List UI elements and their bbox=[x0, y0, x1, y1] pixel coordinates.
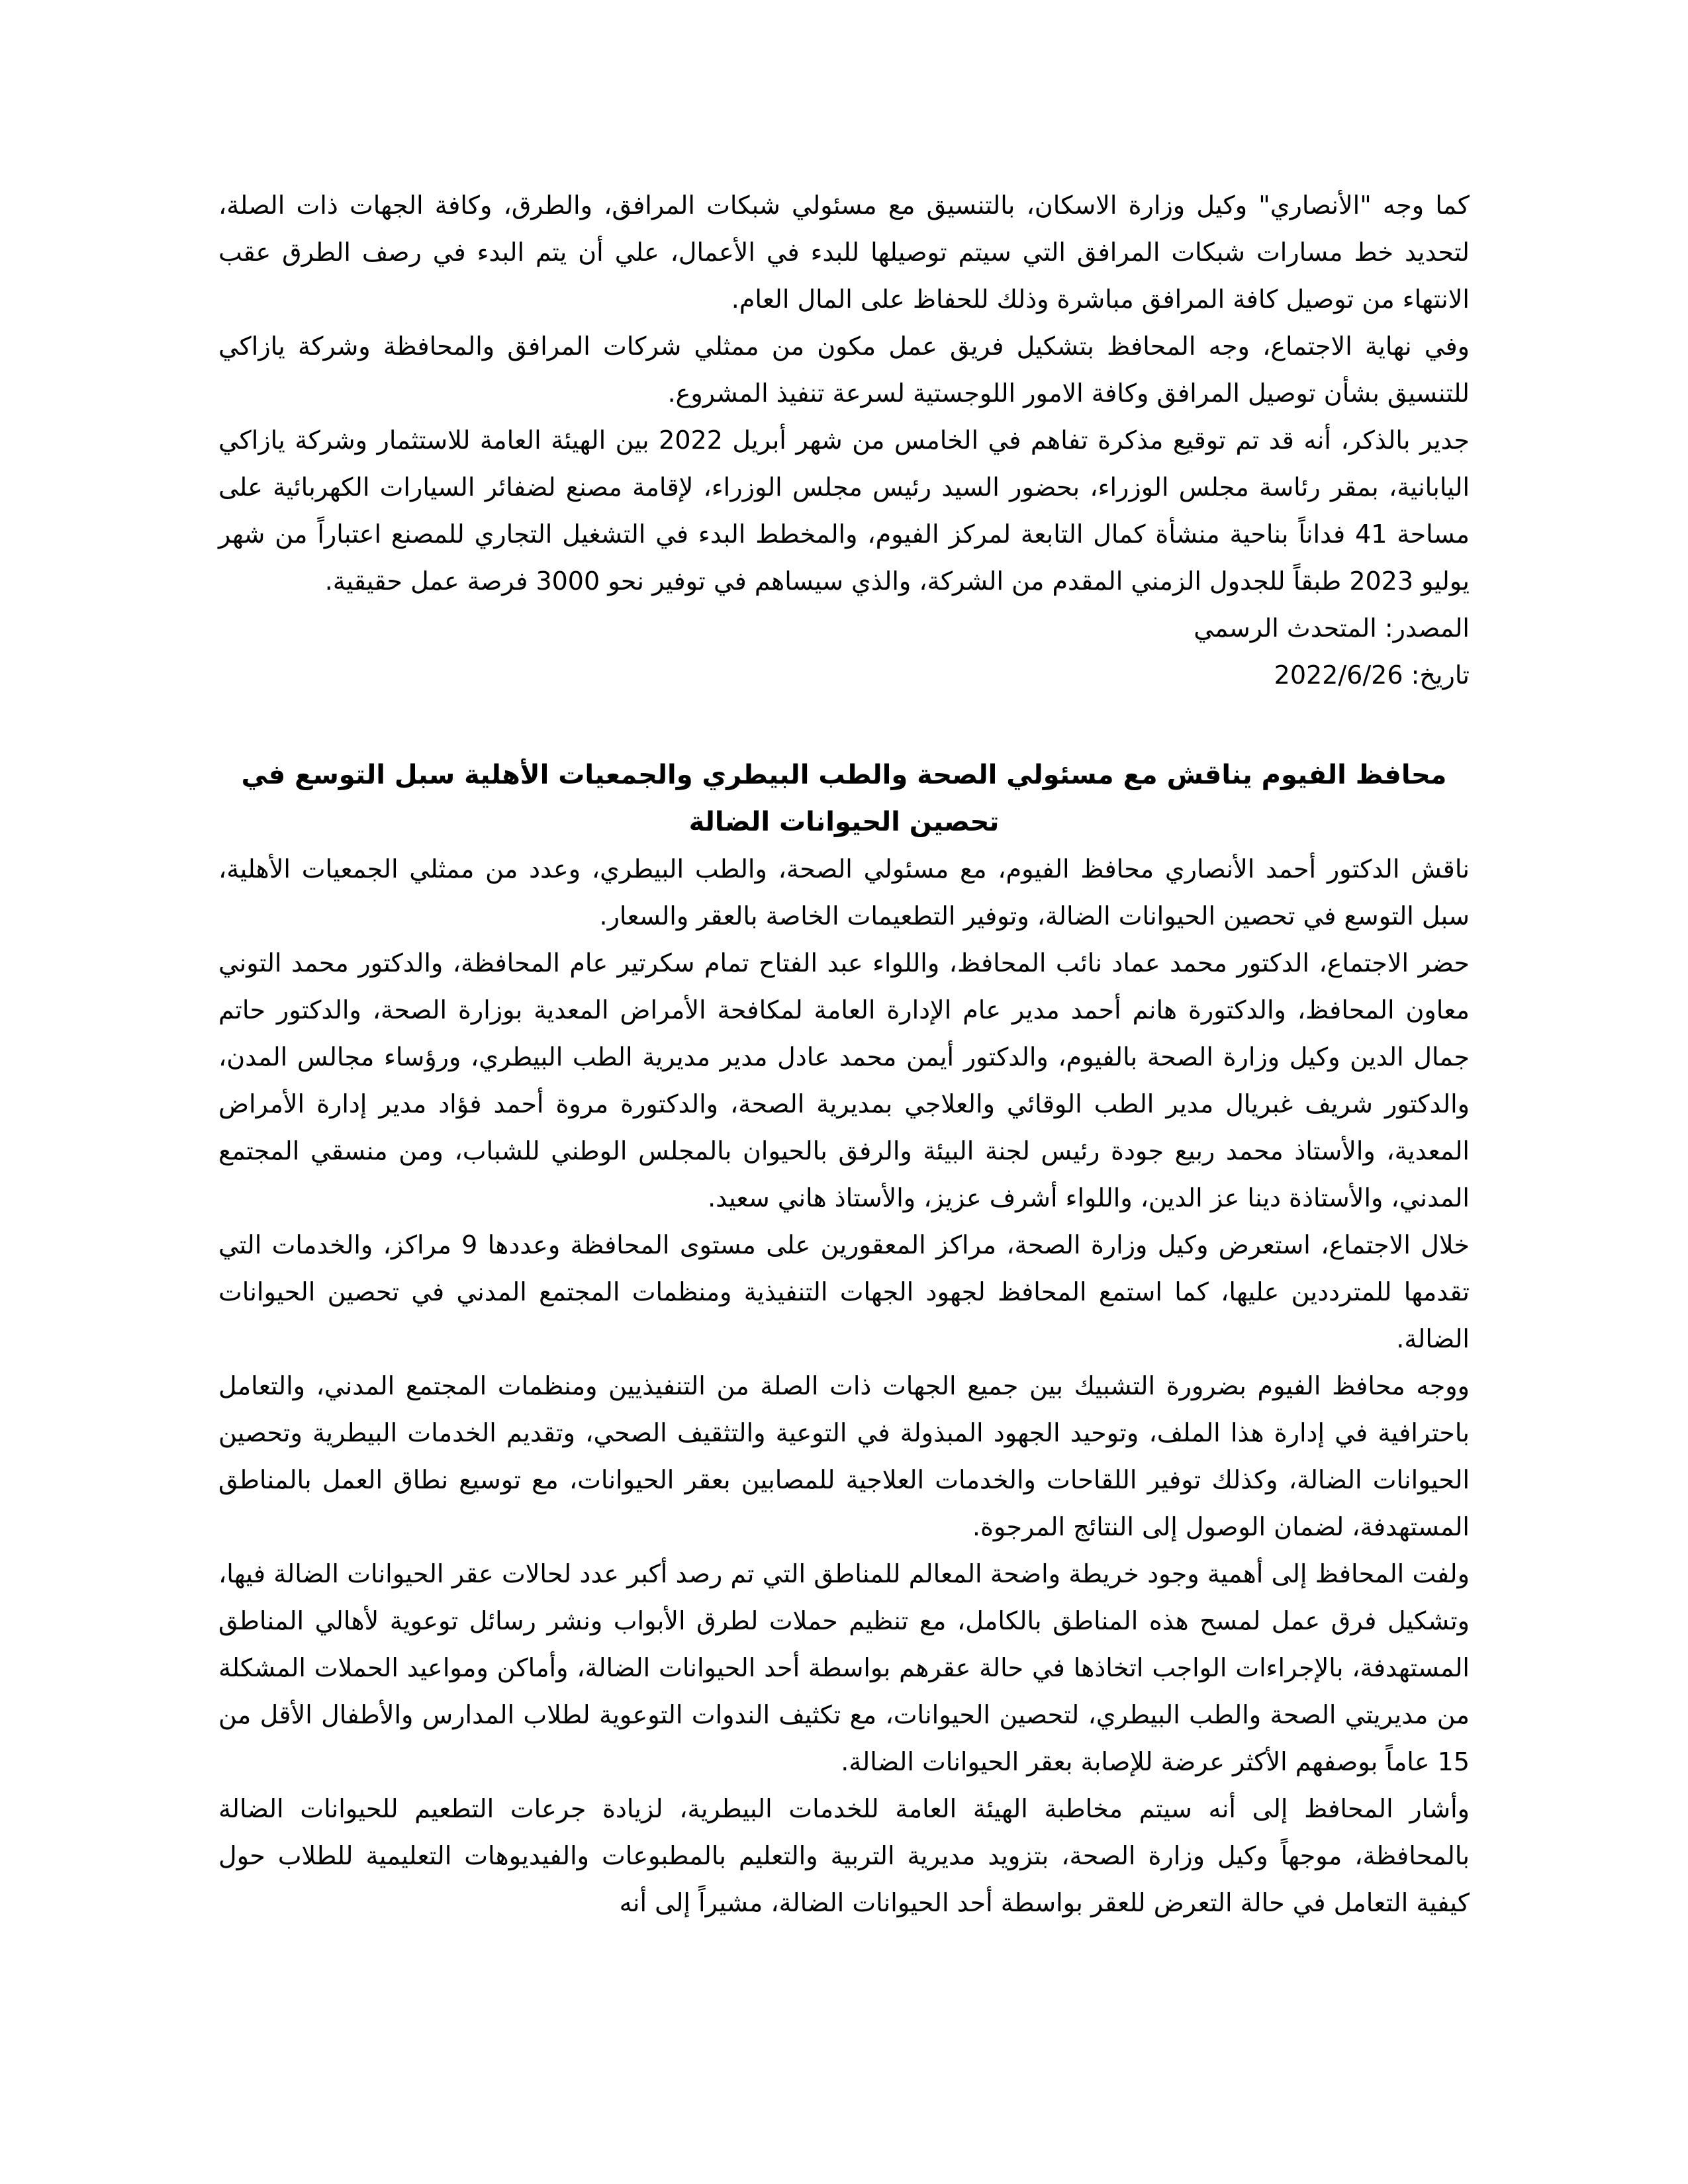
article2-paragraph-6: وأشار المحافظ إلى أنه سيتم مخاطبة الهيئة العامة للخدمات البيطرية، لزيادة جرعات التطعيم للحيوانات الضالة بالمحافظة، موجهاً وكيل وزارة الصحة، بتزويد مديرية التربية والتعليم بالمطبوعات والفيديوهات التعليمية للطلاب حول كيفية التعامل في حالة التعرض للعقر بواسطة أحد الحيوانات الضالة، مشيراً إلى أنه bbox=[218, 1794, 1470, 1917]
article2-paragraph-5: ولفت المحافظ إلى أهمية وجود خريطة واضحة المعالم للمناطق التي تم رصد أكبر عدد لحالات عقر الحيوانات الضالة فيها، وتشكيل فرق عمل لمسح هذه المناطق بالكامل، مع تنظيم حملات لطرق الأبواب ونشر رسائل توعوية لأهالي المناطق المستهدفة، بالإجراءات الواجب اتخاذها في حالة عقرهم بواسطة أحد الحيوانات الضالة، وأماكن ومواعيد الحملات المشكلة من مديريتي الصحة والطب البيطري، لتحصين الحيوانات، مع تكثيف الندوات التوعوية لطلاب المدارس والأطفال الأقل من 15 عاماً بوصفهم الأكثر عرضة للإصابة بعقر الحيوانات الضالة. bbox=[218, 1559, 1470, 1776]
article2-title: محافظ الفيوم يناقش مع مسئولي الصحة والطب البيطري والجمعيات الأهلية سبل التوسع في تحصين الحيوانات الضالة bbox=[241, 760, 1447, 837]
article2-paragraph-3: خلال الاجتماع، استعرض وكيل وزارة الصحة، مراكز المعقورين على مستوى المحافظة وعددها 9 مراكز، والخدمات التي تقدمها للمترددين عليها، كما استمع المحافظ لجهود الجهات التنفيذية ومنظمات المجتمع المدني في تحصين الحيوانات الضالة. bbox=[218, 1230, 1470, 1353]
article2-paragraph-2: حضر الاجتماع، الدكتور محمد عماد نائب المحافظ، واللواء عبد الفتاح تمام سكرتير عام المحافظة، والدكتور محمد التوني معاون المحافظ، والدكتورة هانم أحمد مدير عام الإدارة العامة لمكافحة الأمراض المعدية بوزارة الصحة، والدكتور حاتم جمال الدين وكيل وزارة الصحة بالفيوم، والدكتور أيمن محمد عادل مدير مديرية الطب البيطري، ورؤساء مجالس المدن، والدكتور شريف غبريال مدير الطب الوقائي والعلاجي بمديرية الصحة، والدكتورة مروة أحمد فؤاد مدير إدارة الأمراض المعدية، والأستاذ محمد ربيع جودة رئيس لجنة البيئة والرفق بالحيوان بالمجلس الوطني للشباب، ومن منسقي المجتمع المدني، والأستاذة دينا عز الدين، واللواء أشرف عزيز، والأستاذ هاني سعيد. bbox=[218, 948, 1470, 1212]
article1-paragraph-2: وفي نهاية الاجتماع، وجه المحافظ بتشكيل فريق عمل مكون من ممثلي شركات المرافق والمحافظة وشركة يازاكي للتنسيق بشأن توصيل المرافق وكافة الامور اللوجستية لسرعة تنفيذ المشروع. bbox=[218, 332, 1470, 408]
article1-paragraph-3: جدير بالذكر، أنه قد تم توقيع مذكرة تفاهم في الخامس من شهر أبريل 2022 بين الهيئة العامة للاستثمار وشركة يازاكي اليابانية، بمقر رئاسة مجلس الوزراء، بحضور السيد رئيس مجلس الوزراء، لإقامة مصنع لضفائر السيارات الكهربائية على مساحة 41 فداناً بناحية منشأة كمال التابعة لمركز الفيوم، والمخطط البدء في التشغيل التجاري للمصنع اعتباراً من شهر يوليو 2023 طبقاً للجدول الزمني المقدم من الشركة، والذي سيساهم في توفير نحو 3000 فرصة عمل حقيقية. bbox=[218, 426, 1470, 596]
article2-paragraph-1: ناقش الدكتور أحمد الأنصاري محافظ الفيوم، مع مسئولي الصحة، والطب البيطري، وعدد من ممثلي الجمعيات الأهلية، سبل التوسع في تحصين الحيوانات الضالة، وتوفير التطعيمات الخاصة بالعقر والسعار. bbox=[218, 854, 1470, 931]
document-page bbox=[218, 182, 1470, 1927]
article2-paragraph-4: ووجه محافظ الفيوم بضرورة التشبيك بين جميع الجهات ذات الصلة من التنفيذيين ومنظمات المجتمع المدني، والتعامل باحترافية في إدارة هذا الملف، وتوحيد الجهود المبذولة في التوعية والتثقيف الصحي، وتقديم الخدمات البيطرية وتحصين الحيوانات الضالة، وكذلك توفير اللقاحات والخدمات العلاجية للمصابين بعقر الحيوانات، مع توسيع نطاق العمل بالمناطق المستهدفة، لضمان الوصول إلى النتائج المرجوة. bbox=[218, 1371, 1470, 1541]
article1-source: المصدر: المتحدث الرسمي bbox=[1194, 614, 1470, 643]
article1-date: تاريخ: 2022/6/26 bbox=[1274, 660, 1470, 690]
article1-paragraph-1: كما وجه "الأنصاري" وكيل وزارة الاسكان، بالتنسيق مع مسئولي شبكات المرافق، والطرق، وكافة الجهات ذات الصلة، لتحديد خط مسارات شبكات المرافق التي سيتم توصيلها للبدء في الأعمال، علي أن يتم البدء في رصف الطرق عقب الانتهاء من توصيل كافة المرافق مباشرة وذلك للحفاظ على المال العام. bbox=[218, 191, 1470, 314]
